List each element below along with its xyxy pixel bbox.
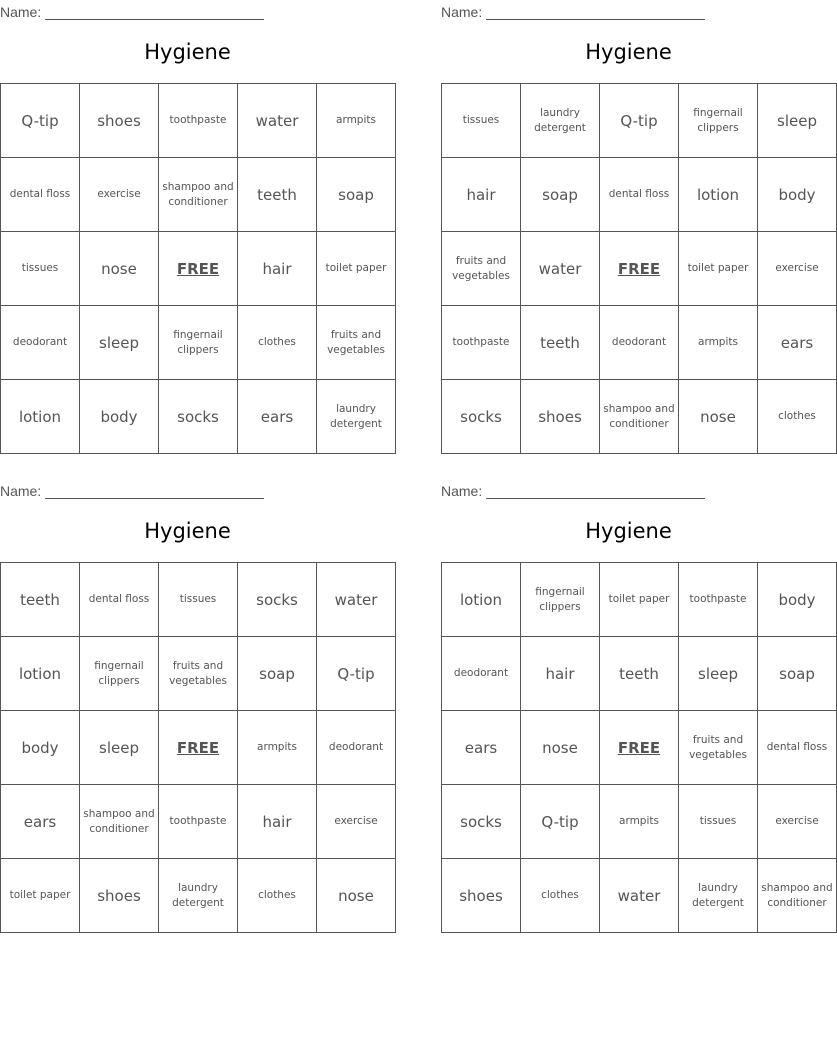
bingo-cell[interactable]: clothes — [238, 859, 317, 933]
bingo-cell[interactable]: toothpaste — [159, 785, 238, 859]
bingo-cell[interactable]: water — [600, 859, 679, 933]
bingo-cell[interactable]: nose — [317, 859, 396, 933]
bingo-cell[interactable]: shoes — [521, 380, 600, 454]
bingo-cell[interactable]: armpits — [317, 84, 396, 158]
name-row — [441, 2, 705, 20]
bingo-cell[interactable]: shampoo and conditioner — [758, 859, 837, 933]
bingo-cell[interactable]: exercise — [758, 785, 837, 859]
bingo-cell[interactable]: soap — [521, 158, 600, 232]
free-space-cell[interactable]: FREE — [159, 711, 238, 785]
bingo-cell[interactable]: sleep — [80, 306, 159, 380]
bingo-cell[interactable]: Q-tip — [317, 637, 396, 711]
free-space-cell[interactable]: FREE — [159, 232, 238, 306]
bingo-cell[interactable]: toilet paper — [317, 232, 396, 306]
bingo-cell[interactable]: shoes — [80, 859, 159, 933]
bingo-cell[interactable]: tissues — [442, 84, 521, 158]
bingo-cell[interactable]: fruits and vegetables — [159, 637, 238, 711]
bingo-cell[interactable]: nose — [679, 380, 758, 454]
card-title: Hygiene — [585, 40, 672, 64]
grid-row — [1, 306, 396, 380]
grid-row — [442, 232, 837, 306]
bingo-cell[interactable]: deodorant — [1, 306, 80, 380]
bingo-cell[interactable]: ears — [442, 711, 521, 785]
bingo-cell[interactable]: Q-tip — [1, 84, 80, 158]
bingo-cell[interactable]: water — [317, 563, 396, 637]
grid-row — [442, 306, 837, 380]
bingo-cell[interactable]: socks — [442, 785, 521, 859]
bingo-cell[interactable]: teeth — [521, 306, 600, 380]
bingo-cell[interactable]: lotion — [442, 563, 521, 637]
grid-row — [1, 859, 396, 933]
bingo-cell[interactable]: sleep — [80, 711, 159, 785]
bingo-cell[interactable]: teeth — [238, 158, 317, 232]
name-row — [441, 481, 705, 499]
bingo-cell[interactable]: nose — [521, 711, 600, 785]
bingo-cell[interactable]: fruits and vegetables — [442, 232, 521, 306]
bingo-cell[interactable]: soap — [758, 637, 837, 711]
bingo-cell[interactable]: clothes — [758, 380, 837, 454]
bingo-cell[interactable]: tissues — [1, 232, 80, 306]
bingo-cell[interactable]: hair — [521, 637, 600, 711]
bingo-grid — [0, 83, 396, 454]
bingo-cell[interactable]: shampoo and conditioner — [159, 158, 238, 232]
bingo-grid — [441, 562, 837, 933]
bingo-cell[interactable]: laundry detergent — [521, 84, 600, 158]
bingo-cell[interactable]: deodorant — [600, 306, 679, 380]
bingo-cell[interactable]: body — [1, 711, 80, 785]
grid-row — [442, 84, 837, 158]
bingo-cell[interactable]: clothes — [238, 306, 317, 380]
bingo-cell[interactable]: shoes — [442, 859, 521, 933]
bingo-cell[interactable]: armpits — [600, 785, 679, 859]
bingo-cell[interactable]: exercise — [317, 785, 396, 859]
grid-row — [1, 158, 396, 232]
bingo-cell[interactable]: tissues — [679, 785, 758, 859]
name-label: Name: — [441, 4, 483, 20]
bingo-cell[interactable]: sleep — [758, 84, 837, 158]
bingo-cell[interactable]: shampoo and conditioner — [600, 380, 679, 454]
bingo-card-2 — [441, 0, 819, 434]
bingo-cell[interactable]: ears — [758, 306, 837, 380]
bingo-cell[interactable]: lotion — [1, 380, 80, 454]
bingo-card-3 — [0, 479, 384, 913]
name-line[interactable] — [486, 484, 705, 499]
bingo-cell[interactable]: shoes — [80, 84, 159, 158]
bingo-cell[interactable]: dental floss — [1, 158, 80, 232]
bingo-cell[interactable]: hair — [238, 232, 317, 306]
bingo-cell[interactable]: ears — [1, 785, 80, 859]
bingo-cell[interactable]: hair — [238, 785, 317, 859]
card-title: Hygiene — [144, 40, 231, 64]
free-space-cell[interactable]: FREE — [600, 232, 679, 306]
grid-row — [442, 637, 837, 711]
bingo-cell[interactable]: fingernail clippers — [521, 563, 600, 637]
bingo-cell[interactable]: body — [80, 380, 159, 454]
grid-row — [442, 158, 837, 232]
bingo-cell[interactable]: exercise — [80, 158, 159, 232]
bingo-cell[interactable]: fingernail clippers — [159, 306, 238, 380]
bingo-cell[interactable]: fruits and vegetables — [679, 711, 758, 785]
bingo-cell[interactable]: toothpaste — [442, 306, 521, 380]
bingo-cell[interactable]: soap — [317, 158, 396, 232]
bingo-cell[interactable]: body — [758, 563, 837, 637]
bingo-cell[interactable]: soap — [238, 637, 317, 711]
bingo-cell[interactable]: nose — [80, 232, 159, 306]
bingo-cell[interactable]: ears — [238, 380, 317, 454]
grid-row — [1, 380, 396, 454]
bingo-cell[interactable]: toothpaste — [159, 84, 238, 158]
bingo-grid — [441, 83, 837, 454]
bingo-cell[interactable]: clothes — [521, 859, 600, 933]
bingo-cell[interactable]: socks — [159, 380, 238, 454]
bingo-cell[interactable]: toothpaste — [679, 563, 758, 637]
bingo-cell[interactable]: tissues — [159, 563, 238, 637]
name-line[interactable] — [486, 5, 705, 20]
bingo-grid — [0, 562, 396, 933]
bingo-cell[interactable]: teeth — [1, 563, 80, 637]
name-row — [0, 481, 264, 499]
bingo-cell[interactable]: laundry detergent — [159, 859, 238, 933]
bingo-cell[interactable]: fruits and vegetables — [317, 306, 396, 380]
bingo-cell[interactable]: deodorant — [442, 637, 521, 711]
bingo-cell[interactable]: water — [521, 232, 600, 306]
bingo-cell[interactable]: laundry detergent — [679, 859, 758, 933]
bingo-cell[interactable]: toilet paper — [1, 859, 80, 933]
name-label: Name: — [0, 4, 42, 20]
bingo-cell[interactable]: exercise — [758, 232, 837, 306]
grid-row — [1, 711, 396, 785]
card-title: Hygiene — [585, 519, 672, 543]
bingo-cell[interactable]: fingernail clippers — [80, 637, 159, 711]
bingo-cell[interactable]: armpits — [238, 711, 317, 785]
bingo-cell[interactable]: deodorant — [317, 711, 396, 785]
bingo-cell[interactable]: lotion — [1, 637, 80, 711]
bingo-card-1 — [0, 0, 387, 434]
bingo-cell[interactable]: Q-tip — [521, 785, 600, 859]
grid-row — [442, 785, 837, 859]
grid-row — [1, 84, 396, 158]
bingo-cell[interactable]: water — [238, 84, 317, 158]
grid-row — [442, 380, 837, 454]
bingo-cell[interactable]: socks — [442, 380, 521, 454]
bingo-cell[interactable]: lotion — [679, 158, 758, 232]
grid-row — [1, 785, 396, 859]
bingo-cell[interactable]: laundry detergent — [317, 380, 396, 454]
card-title: Hygiene — [144, 519, 231, 543]
grid-row — [1, 637, 396, 711]
grid-row — [442, 563, 837, 637]
grid-row — [442, 711, 837, 785]
bingo-cell[interactable]: dental floss — [80, 563, 159, 637]
bingo-cell[interactable]: sleep — [679, 637, 758, 711]
name-line[interactable] — [45, 5, 264, 20]
free-space-cell[interactable]: FREE — [600, 711, 679, 785]
grid-row — [1, 563, 396, 637]
bingo-cell[interactable]: socks — [238, 563, 317, 637]
grid-row — [442, 859, 837, 933]
bingo-cell[interactable]: armpits — [679, 306, 758, 380]
name-label: Name: — [0, 483, 42, 499]
bingo-cell[interactable]: dental floss — [600, 158, 679, 232]
bingo-cell[interactable]: Q-tip — [600, 84, 679, 158]
name-row — [0, 2, 264, 20]
bingo-cell[interactable]: teeth — [600, 637, 679, 711]
bingo-cell[interactable]: body — [758, 158, 837, 232]
bingo-card-4 — [441, 479, 833, 913]
name-line[interactable] — [45, 484, 264, 499]
grid-row — [1, 232, 396, 306]
name-label: Name: — [441, 483, 483, 499]
bingo-cell[interactable]: hair — [442, 158, 521, 232]
bingo-cell[interactable]: fingernail clippers — [679, 84, 758, 158]
bingo-cell[interactable]: dental floss — [758, 711, 837, 785]
bingo-cell[interactable]: shampoo and conditioner — [80, 785, 159, 859]
bingo-cell[interactable]: toilet paper — [679, 232, 758, 306]
bingo-cell[interactable]: toilet paper — [600, 563, 679, 637]
